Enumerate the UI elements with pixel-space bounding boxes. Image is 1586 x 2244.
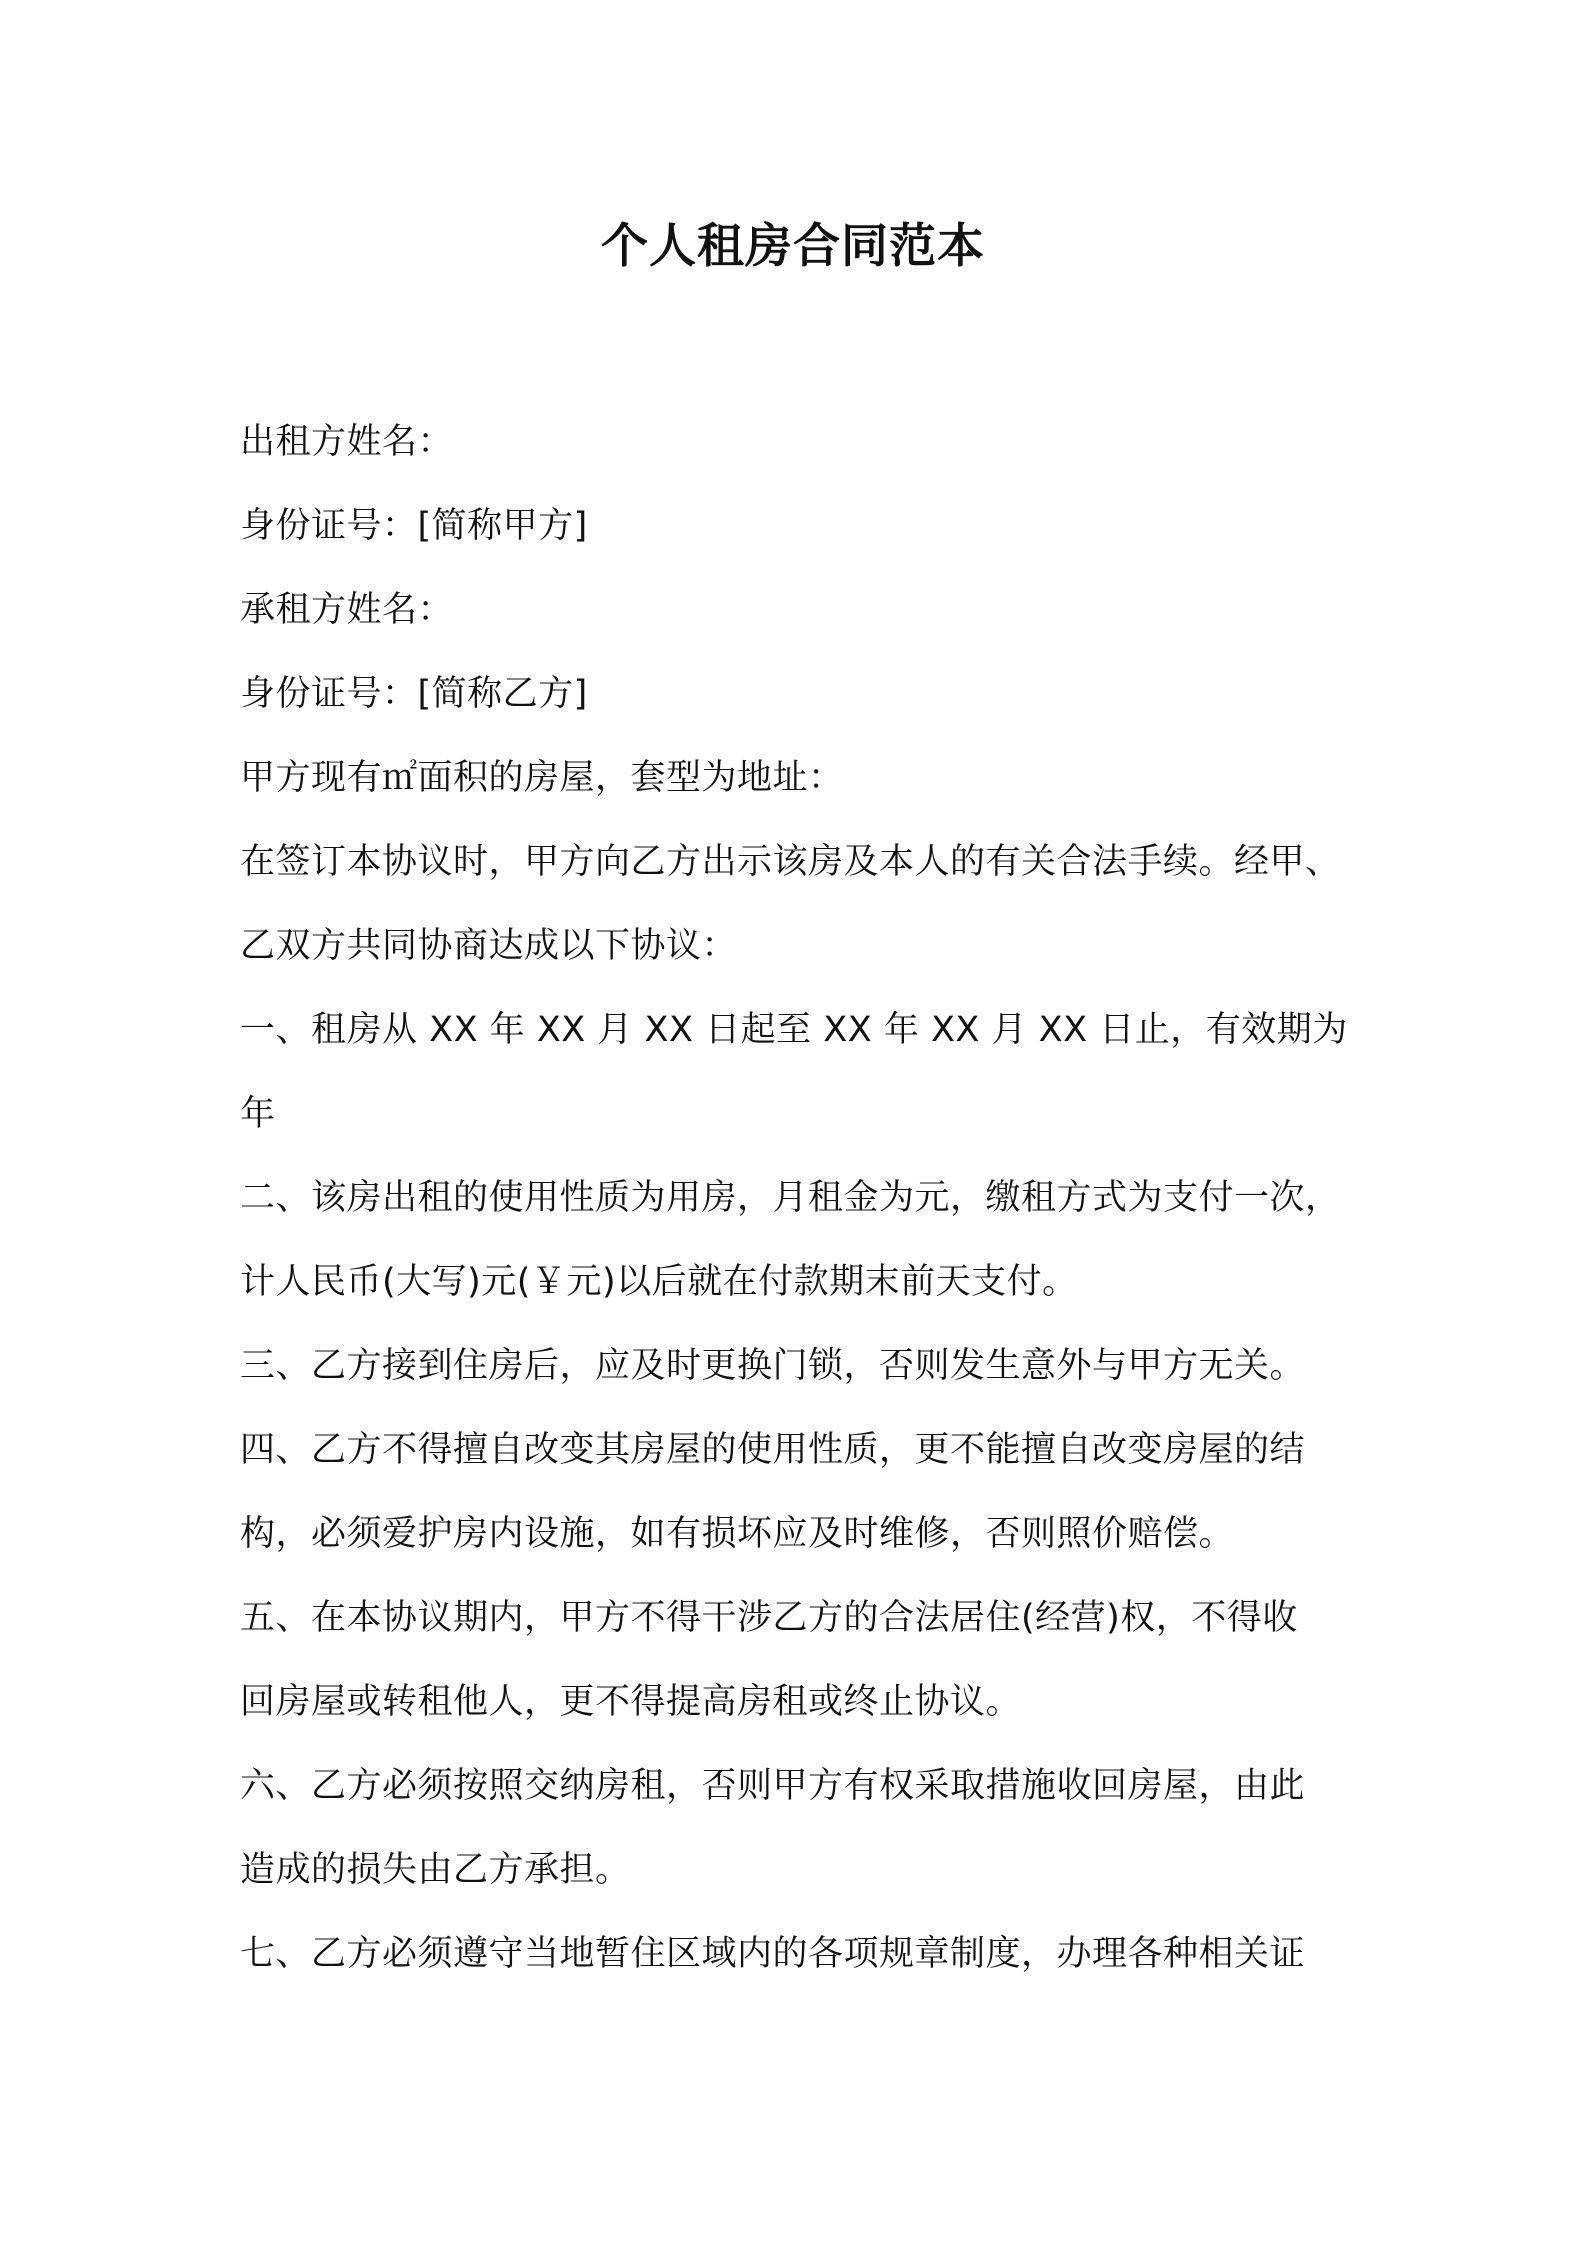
text-line: 计人民币(大写)元(￥元)以后就在付款期末前天支付。 bbox=[240, 1262, 1078, 1302]
text-line: 身份证号：[简称甲方] bbox=[240, 506, 588, 546]
document-body bbox=[240, 400, 1355, 1996]
text-line: 出租方姓名： bbox=[240, 422, 454, 462]
text-line: 七、乙方必须遵守当地暂住区域内的各项规章制度，办理各种相关证 bbox=[240, 1934, 1306, 1974]
text-line: 承租方姓名： bbox=[240, 590, 454, 630]
text-line: 四、乙方不得擅自改变其房屋的使用性质，更不能擅自改变房屋的结 bbox=[240, 1430, 1306, 1470]
text-line: 乙双方共同协商达成以下协议： bbox=[240, 926, 738, 966]
document-title: 个人租房合同范本 bbox=[601, 219, 985, 274]
text-line: 在签订本协议时，甲方向乙方出示该房及本人的有关合法手续。经甲、 bbox=[240, 842, 1341, 882]
text-line: 二、该房出租的使用性质为用房，月租金为元，缴租方式为支付一次， bbox=[240, 1178, 1341, 1218]
text-line: 回房屋或转租他人，更不得提高房租或终止协议。 bbox=[240, 1682, 1022, 1722]
text-line: 三、乙方接到住房后，应及时更换门锁，否则发生意外与甲方无关。 bbox=[240, 1346, 1306, 1386]
text-line: 构，必须爱护房内设施，如有损坏应及时维修，否则照价赔偿。 bbox=[240, 1514, 1235, 1554]
text-line: 一、租房从 XX 年 XX 月 XX 日起至 XX 年 XX 月 XX 日止，有效期为 bbox=[240, 1010, 1348, 1050]
text-line: 六、乙方必须按照交纳房租，否则甲方有权采取措施收回房屋，由此 bbox=[240, 1766, 1306, 1806]
text-line: 造成的损失由乙方承担。 bbox=[240, 1850, 631, 1890]
text-line: 甲方现有㎡面积的房屋，套型为地址： bbox=[240, 758, 844, 798]
text-line: 身份证号：[简称乙方] bbox=[240, 674, 588, 714]
text-line: 年 bbox=[240, 1094, 276, 1134]
text-line: 五、在本协议期内，甲方不得干涉乙方的合法居住(经营)权，不得收 bbox=[240, 1598, 1298, 1638]
